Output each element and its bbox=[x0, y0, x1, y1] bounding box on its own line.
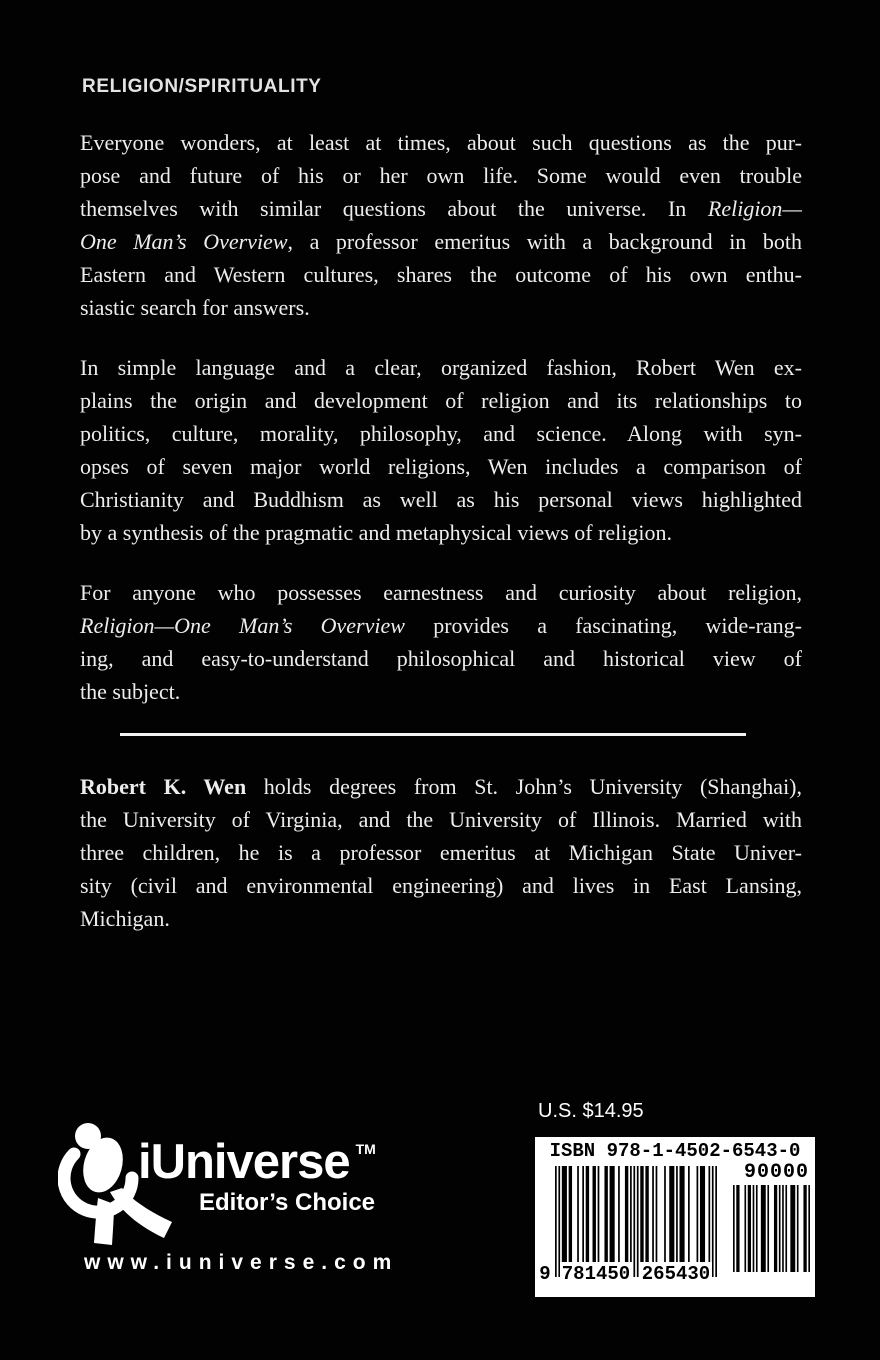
text-line: Robert K. Wen holds degrees from St. John’s University (Shanghai), bbox=[80, 774, 803, 799]
text-line: by a synthesis of the pragmatic and metaphysical views of religion. bbox=[80, 520, 673, 545]
barcode-panel bbox=[535, 1137, 815, 1297]
editors-choice-label: Editor’s Choice bbox=[198, 1189, 376, 1216]
brand-wordmark bbox=[138, 1134, 376, 1190]
barcode-digit-group1: 781450 bbox=[561, 1263, 631, 1285]
synopsis-paragraph bbox=[80, 126, 802, 324]
text-line: politics, culture, morality, philosophy, and science. Along with syn- bbox=[80, 421, 802, 446]
synopsis-paragraph bbox=[80, 351, 802, 549]
text-line: themselves with similar questions about the universe. In Religion— bbox=[80, 196, 802, 221]
text-line: ing, and easy-to-understand philosophical and historical view of bbox=[80, 646, 802, 671]
text-line: For anyone who possesses earnestness and curiosity about religion, bbox=[80, 580, 802, 605]
author-bio-text bbox=[80, 770, 802, 935]
text-line: Religion—One Man’s Overview provides a fascinating, wide-rang- bbox=[80, 613, 802, 638]
divider-line bbox=[120, 733, 746, 736]
price-label: U.S. $14.95 bbox=[538, 1100, 644, 1122]
trademark-symbol: TM bbox=[355, 1141, 376, 1157]
text-line: the University of Virginia, and the University of Illinois. Married with bbox=[80, 807, 802, 832]
text-line: opses of seven major world religions, Wen includes a comparison of bbox=[80, 454, 802, 479]
text-line: One Man’s Overview, a professor emeritus with a background in both bbox=[80, 229, 803, 254]
brand-name: iUniverse bbox=[138, 1135, 350, 1189]
text-line: three children, he is a professor emeritus at Michigan State Univer- bbox=[80, 840, 802, 865]
text-line: In simple language and a clear, organized fashion, Robert Wen ex- bbox=[80, 355, 802, 380]
category-label: RELIGION/SPIRITUALITY bbox=[82, 76, 322, 97]
text-line: plains the origin and development of religion and its relationships to bbox=[80, 388, 802, 413]
text-line: Eastern and Western cultures, shares the outcome of his own enthu- bbox=[80, 262, 802, 287]
synopsis-text bbox=[80, 126, 802, 735]
ean5-supplement-barcode bbox=[733, 1185, 810, 1272]
text-line: Everyone wonders, at least at times, about such questions as the pur- bbox=[80, 130, 802, 155]
text-line: Christianity and Buddhism as well as his personal views highlighted bbox=[80, 487, 802, 512]
barcode-digit-prefix: 9 bbox=[537, 1262, 553, 1286]
synopsis-paragraph bbox=[80, 576, 802, 708]
barcode-digit-group2: 265430 bbox=[641, 1263, 711, 1285]
price-code-label: 90000 bbox=[743, 1161, 809, 1184]
text-line: pose and future of his or her own life. Some would even trouble bbox=[80, 163, 802, 188]
text-line: Michigan. bbox=[80, 906, 170, 931]
text-line: the subject. bbox=[80, 679, 181, 704]
logo-ribbon-tail-left bbox=[94, 1198, 114, 1245]
text-line: sity (civil and environmental engineering) and lives in East Lansing, bbox=[80, 873, 802, 898]
isbn-label: ISBN 978-1-4502-6543-0 bbox=[549, 1140, 801, 1162]
text-line: siastic search for answers. bbox=[80, 295, 310, 320]
website-url: www.iuniverse.com bbox=[84, 1251, 399, 1274]
ean13-barcode bbox=[555, 1166, 717, 1277]
